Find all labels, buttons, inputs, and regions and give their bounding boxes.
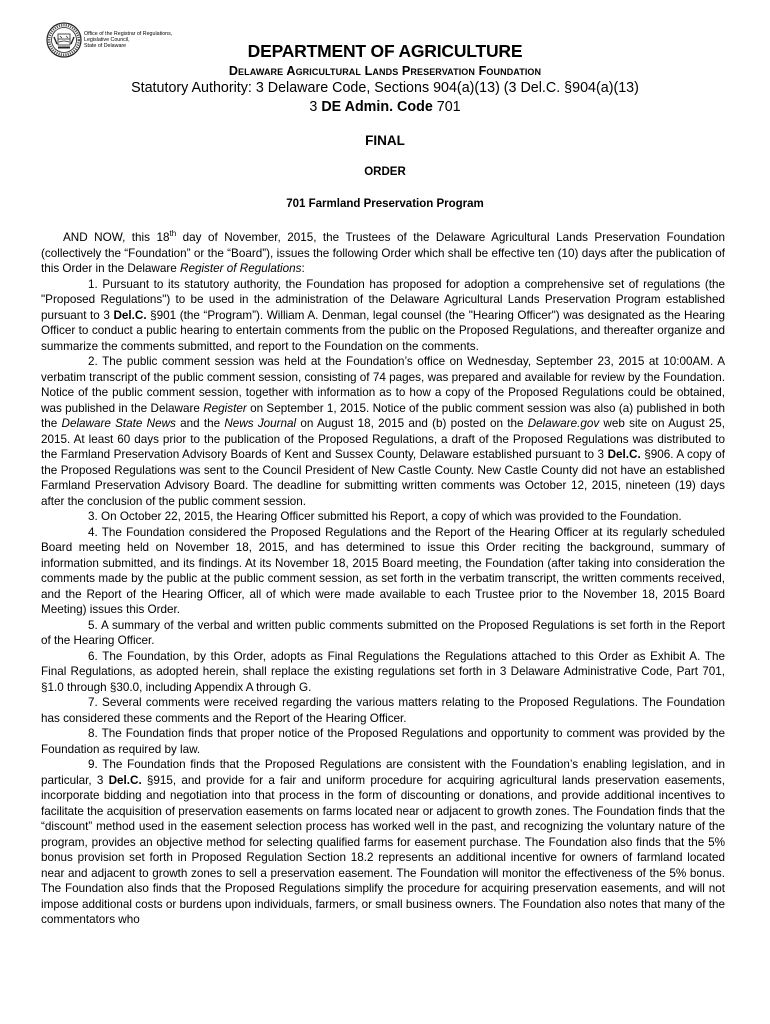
intro-paragraph: AND NOW, this 18th day of November, 2015, the Trustees of the Delaware Agricultural Lands Preservation Foundation (collectively the “Foundation” or the “Board”), issues the following Order which shall be effective ten (10) days after the publication of this Order in the Delaware Register of Regulations:: [41, 229, 725, 275]
statutory-authority: [0, 79, 770, 117]
paragraph-2: 2. The public comment session was held at the Foundation’s office on Wednesday, September 23, 2015 at 10:00AM. A verbatim transcript of the public comment session, consisting of 74 pages, was prepared and available for review by the Foundation. Notice of the public comment session, together with information as to how a copy of the Proposed Regulations could be obtained, was published in the Delaware Register on September 1, 2015. Notice of the public comment session was also (a) published in both the Delaware State News and the News Journal on August 18, 2015 and (b) posted on the Delaware.gov web site on August 25, 2015. At least 60 days prior to the publication of the Proposed Regulations, a draft of the Proposed Regulations was distributed to the Farmland Preservation Advisory Boards of Kent and Sussex County, Delaware established pursuant to 3 Del.C. §906. A copy of the Proposed Regulations was sent to the Council President of New Castle County. New Castle County did not have an established Farmland Preservation Advisory Board. The deadline for submitting written comments was October 12, 2015, nineteen (19) days after the conclusion of the public comment session.: [41, 355, 726, 508]
admin-code-line: [0, 98, 770, 117]
paragraph-9: 9. The Foundation finds that the Proposed Regulations are consistent with the Foundation’s enabling legislation, and in particular, 3 Del.C. §915, and provide for a fair and uniform procedure for acquiring agricultural lands preservation easements, incorporate bidding and negotiation into that process in the form of discounting or donations, and provide additional incentives to facilitate the acquisition of preservation easements on farms located near or adjacent to growth zones. The Foundation finds that the “discount” method used in the easement selection process has worked well in the past, and recognizing the voluntary nature of the program, provides an objective method for selecting qualified farms for easement purchase. The Foundation also finds that the 5% bonus provision set forth in Proposed Regulation Section 18.2 represents an additional incentive for owners of farmland located near and adjacent to growth zones to sell a preservation easement. The Foundation will monitor the effectiveness of the 5% bonus. The Foundation also finds that the Proposed Regulations simplify the procedure for acquiring preservation easements, and will not impose additional costs or burdens upon individuals, farmers, or small business owners. The Foundation also notes that many of the commentators who: [41, 758, 726, 926]
paragraph-1: 1. Pursuant to its statutory authority, the Foundation has proposed for adoption a comprehensive set of regulations (the "Proposed Regulations") to be used in the administration of the Delaware Agricultural Lands Preservation Program established pursuant to 3 Del.C. §901 (the “Program”). William A. Denman, legal counsel (the "Hearing Officer") was designated as the Hearing Officer to conduct a public hearing to entertain comments from the public on the Proposed Regulations, and thereafter organize and summarize the comments submitted, and report to the Foundation on the comments.: [41, 277, 725, 353]
office-line: Office of the Registrar of Regulations,: [84, 31, 173, 37]
final-label: FINAL: [365, 133, 405, 148]
office-line: Legislative Council,: [84, 37, 130, 44]
order-body: [41, 230, 725, 928]
statutory-authority-line: Statutory Authority: 3 Delaware Code, Sections 904(a)(13) (3 Del.C. §904(a)(13): [131, 80, 639, 96]
paragraph-4: 4. The Foundation considered the Proposed Regulations and the Report of the Hearing Officer at its regularly scheduled Board meeting held on November 18, 2015, and has determined to issue this Order reciting the background, summary of information submitted, and its findings. At its November 18, 2015 Board meeting, the Foundation (after taking into consideration the comments made by the public at the public comment session, as set forth in the verbatim transcript, the written comments received, and the Report of the Hearing Officer, all of which were made available to each Trustee prior to the November 18, 2015 Board Meeting) issues this Order.: [41, 525, 725, 616]
foundation-title: Delaware Agricultural Lands Preservation Foundation: [228, 64, 542, 78]
paragraph-7: 7. Several comments were received regarding the various matters relating to the Proposed Regulations. The Foundation has considered these comments and the Report of the Hearing Officer.: [41, 696, 725, 725]
admin-code-bold: DE Admin. Code: [321, 99, 433, 115]
admin-code-prefix: 3: [309, 99, 322, 115]
program-title: 701 Farmland Preservation Program: [286, 198, 484, 210]
order-label: ORDER: [364, 166, 406, 178]
paragraph-5: 5. A summary of the verbal and written public comments submitted on the Proposed Regulations is set forth in the Report of the Hearing Officer.: [41, 618, 725, 647]
admin-code-number: 701: [432, 99, 461, 115]
office-line: State of Delaware: [84, 43, 127, 50]
paragraph-8: 8. The Foundation finds that proper notice of the Proposed Regulations and opportunity to comment was provided by the Foundation as required by law.: [41, 727, 725, 756]
paragraph-3: 3. On October 22, 2015, the Hearing Officer submitted his Report, a copy of which was provided to the Foundation.: [88, 510, 682, 523]
department-title: DEPARTMENT OF AGRICULTURE: [247, 41, 523, 61]
paragraph-6: 6. The Foundation, by this Order, adopts as Final Regulations the Regulations attached to this Order as Exhibit A. The Final Regulations, as adopted herein, shall replace the existing regulations set forth in 3 Delaware Administrative Code, Part 701, §1.0 through §30.0, including Appendix A through G.: [41, 649, 725, 694]
